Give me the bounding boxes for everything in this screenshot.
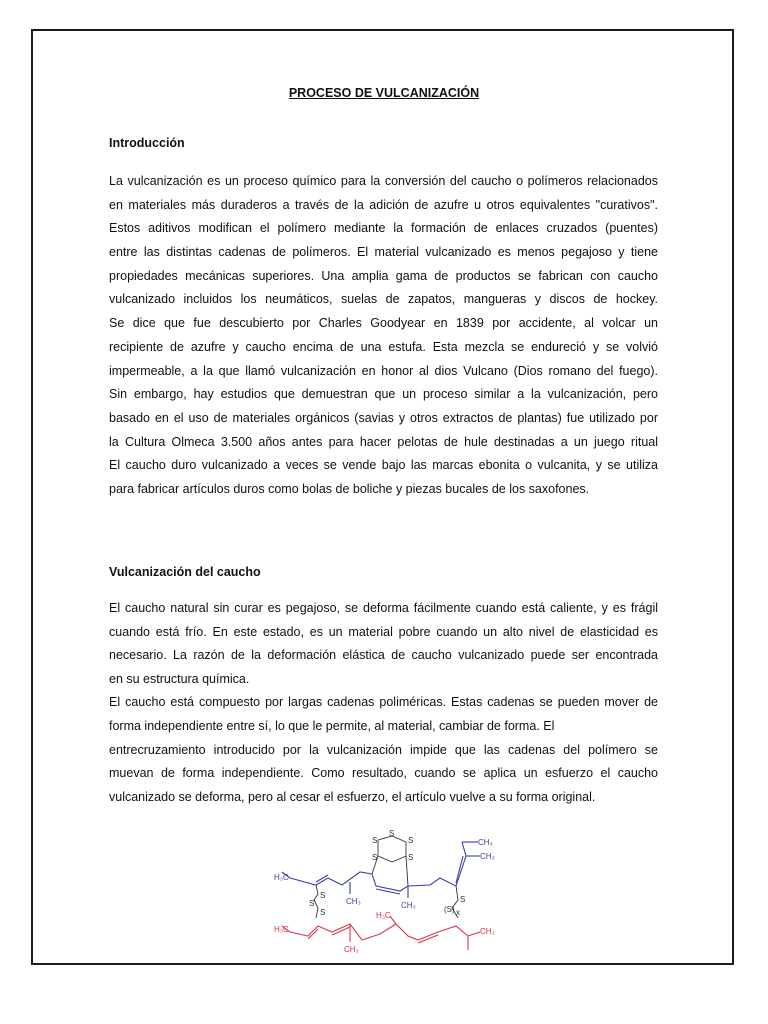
label-ch3-upper-1: CH₃ — [346, 897, 361, 906]
paragraph-line: vulcanizado incluidos los neumáticos, suelas de zapatos, mangueras y discos de hockey. — [109, 292, 658, 307]
lower-polymer-chain — [282, 916, 480, 950]
section-heading-introduccion: Introducción — [109, 136, 185, 150]
paragraph-line: muevan de forma independiente. Como resultado, cuando se aplica un esfuerzo el caucho — [109, 766, 658, 781]
upper-polymer-chain — [282, 842, 480, 898]
label-sulfur: S — [408, 836, 414, 845]
paragraph-line: La vulcanización es un proceso químico para la conversión del caucho o polímeros relacionados — [109, 174, 658, 188]
vulcanized-rubber-structure-diagram — [268, 828, 508, 960]
paragraph-line: la Cultura Olmeca 3.500 años antes para hacer pelotas de hule destinadas a un juego ritual — [109, 434, 658, 449]
label-sulfur: S — [389, 829, 395, 838]
label-sulfur: S — [408, 853, 414, 862]
section-heading-vulcanizacion-del-caucho: Vulcanización del caucho — [109, 565, 261, 579]
label-sulfur: S — [372, 836, 378, 845]
introduction-paragraph — [109, 170, 658, 502]
paragraph-line: para fabricar artículos duros como bolas de boliche y piezas bucales de los saxofones. — [109, 481, 590, 496]
label-sulfur: S — [372, 853, 378, 862]
paragraph-line: Estos aditivos modifican el polímero mediante la formación de enlaces cruzados (puentes) — [109, 221, 658, 236]
label-ch3-upper-4: CH₃ — [480, 852, 495, 861]
paragraph-line: El caucho natural sin curar es pegajoso, se deforma fácilmente cuando está caliente, y es frágil — [109, 601, 658, 615]
label-ch3-lower-2: CH₃ — [480, 927, 495, 936]
label-h3c-upper: H₃C — [274, 873, 289, 882]
label-ch3-lower-1: CH₃ — [344, 945, 359, 954]
label-sulfur: S — [320, 908, 326, 917]
paragraph-line: en materiales más duraderos a través de la adición de azufre u otros equivalentes "curativos". — [109, 197, 658, 212]
document-title: PROCESO DE VULCANIZACIÓN — [288, 86, 480, 100]
label-h3c-lower-1: H₃C — [274, 925, 289, 934]
paragraph-line: necesario. La razón de la deformación elástica de caucho vulcanizado puede ser encontrada — [109, 648, 658, 663]
label-subscript-x: x — [456, 908, 460, 917]
paragraph-line: recipiente de azufre y caucho encima de una estufa. Esta mezcla se endureció y se volvió — [109, 339, 658, 354]
sulfur-ring-bonds — [378, 836, 406, 862]
paragraph-line: entre las distintas cadenas de polímeros. El material vulcanizado es menos pegajoso y tiene — [109, 245, 658, 260]
label-sulfur: S — [460, 895, 466, 904]
paragraph-line: forma independiente entre sí, lo que le permite, al material, cambiar de forma. El — [109, 718, 555, 733]
label-sulfur: S — [309, 899, 315, 908]
paragraph-line: Se dice que fue descubierto por Charles Goodyear en 1839 por accidente, al volcar un — [109, 316, 658, 331]
paragraph-line: en su estructura química. — [109, 671, 250, 686]
paragraph-line: cuando está frío. En este estado, es un material pobre cuando un alto nivel de elasticidad es — [109, 624, 658, 639]
label-h3c-lower-2: H₃C — [376, 911, 391, 920]
paragraph-line: vulcanizado se deforma, pero al cesar el esfuerzo, el artículo vuelve a su forma original. — [109, 789, 596, 804]
paragraph-line: El caucho duro vulcanizado a veces se vende bajo las marcas ebonita o vulcanita, y se utiliza — [109, 458, 658, 473]
sulfur-ring — [372, 836, 408, 886]
paragraph-line: entrecruzamiento introducido por la vulcanización impide que las cadenas del polímero se — [109, 742, 658, 757]
label-ch3-upper-3: CH₃ — [478, 838, 493, 847]
paragraph-line: impermeable, a la que llamó vulcanización en honor al dios Vulcano (Dios romano del fuego). — [109, 363, 658, 378]
paragraph-line: El caucho está compuesto por largas cadenas poliméricas. Estas cadenas se pueden mover de — [109, 695, 658, 710]
paragraph-line: basado en el uso de materiales orgánicos (savias y otros extractos de plantas) fue utilizado por — [109, 410, 658, 425]
lower-chain-branch — [390, 916, 396, 924]
paragraph-line: propiedades mecánicas superiores. Una amplia gama de productos se fabrican con caucho — [109, 268, 658, 283]
label-ch3-upper-2: CH₃ — [401, 901, 416, 910]
lower-chain-backbone — [290, 924, 480, 940]
sulfur-bridge-left — [314, 885, 318, 918]
paragraph-line: Sin embargo, hay estudios que demuestran que un proceso similar a la vulcanización, pero — [109, 387, 658, 402]
label-sulfur: S — [320, 891, 326, 900]
vulcanizacion-paragraph — [109, 597, 658, 809]
label-sulfur-paren: (S) — [444, 905, 455, 914]
